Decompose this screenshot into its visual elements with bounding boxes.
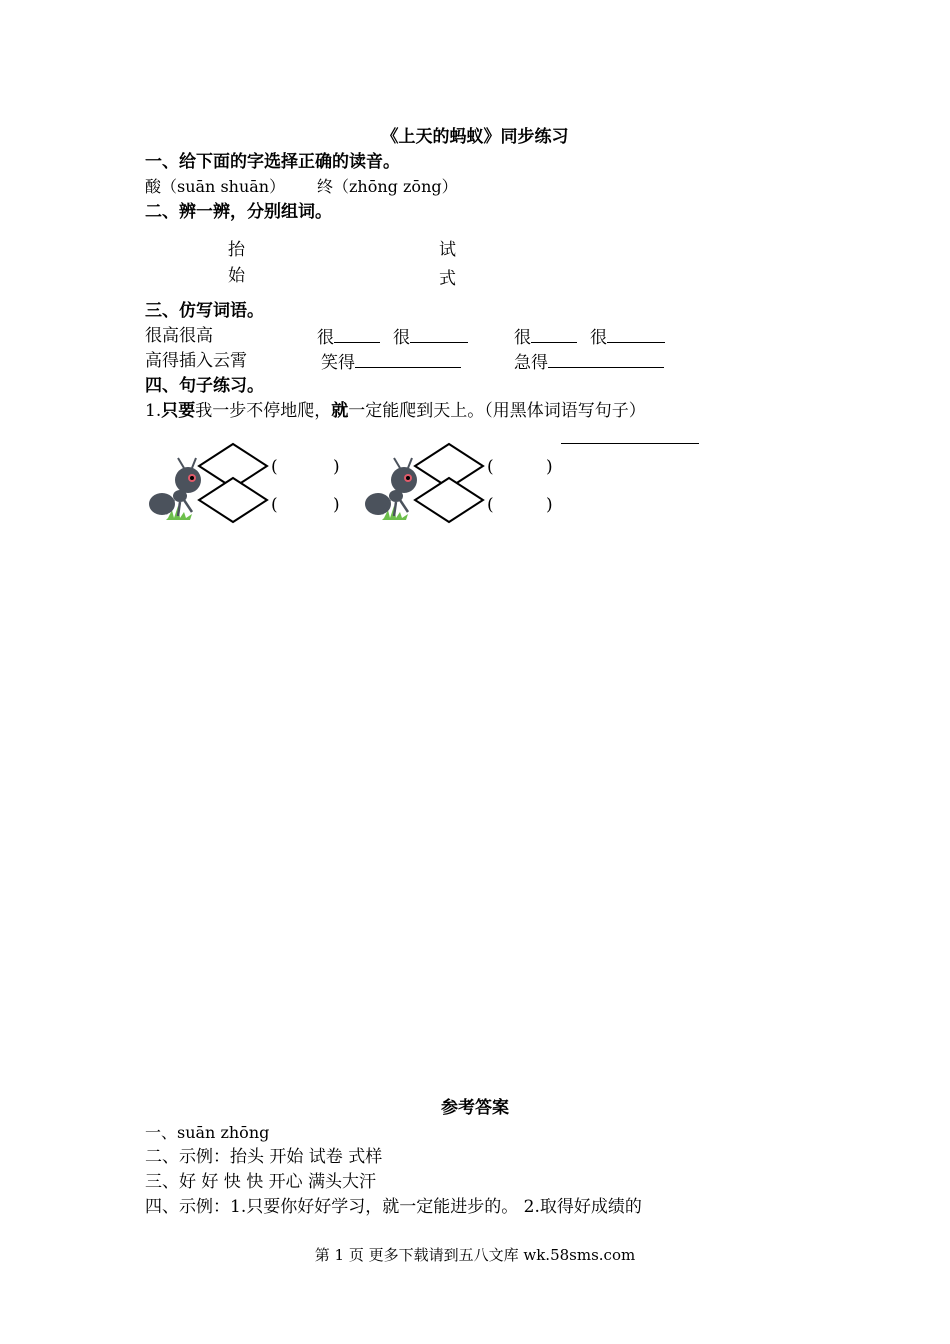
q3-row2-blank-b — [514, 350, 664, 374]
answer-3: 三、好 好 快 快 开心 满头大汗 — [145, 1172, 377, 1192]
q4-bold-zhiyao: 只要 — [161, 401, 196, 421]
page-footer: 第 1 页 更多下载请到五八文库 wk.58sms.com — [314, 1246, 636, 1264]
q3-hen-label: 很 — [393, 328, 410, 348]
q2-char-shi-begin: 始 — [228, 266, 245, 286]
paren-open: ( — [487, 495, 494, 515]
q1-item-suan: 酸（suān shuān） — [145, 177, 286, 196]
worksheet-title: 《上天的蚂蚁》同步练习 — [381, 127, 569, 147]
answers-title: 参考答案 — [441, 1098, 509, 1118]
q3-row1-blank-c — [514, 325, 577, 349]
q3-heading: 三、仿写词语。 — [145, 301, 264, 321]
q3-row1-blank-d — [590, 325, 665, 349]
q2-heading: 二、辨一辨，分别组词。 — [145, 202, 332, 222]
q3-jide-label: 急得 — [514, 353, 548, 373]
answer-blank[interactable] — [531, 325, 577, 343]
q4-sentence — [145, 400, 646, 422]
q3-row2-blank-a — [321, 350, 461, 374]
q2-char-shi-style: 式 — [439, 269, 456, 289]
paren-open: ( — [271, 495, 278, 515]
q3-row1-blank-a — [317, 325, 380, 349]
paren-close: ) — [333, 457, 340, 477]
ant-diamond-group — [364, 440, 564, 526]
answer-blank[interactable] — [355, 350, 461, 368]
q3-hen-label: 很 — [317, 328, 334, 348]
q4-heading: 四、句子练习。 — [145, 376, 264, 396]
q4-sentence-mid: 我一步不停地爬， — [195, 401, 332, 421]
q4-sentence-end: 一定能爬到天上。（用黑体词语写句子） — [348, 401, 646, 421]
paren-close: ) — [333, 495, 340, 515]
q4-bold-jiu: 就 — [331, 401, 349, 421]
q4-sentence-number: 1. — [145, 401, 162, 421]
ant-icon — [364, 440, 564, 526]
q2-char-shi-test: 试 — [439, 240, 456, 260]
q3-example-1: 很高很高 — [145, 326, 213, 346]
ant-diamond-group — [148, 440, 348, 526]
q3-xiaode-label: 笑得 — [321, 353, 355, 373]
paren-close: ) — [546, 457, 553, 477]
q2-char-tai: 抬 — [228, 240, 245, 260]
q4-answer-line[interactable] — [561, 443, 699, 444]
answer-blank[interactable] — [410, 325, 468, 343]
paren-open: ( — [271, 457, 278, 477]
answer-blank[interactable] — [607, 325, 665, 343]
q3-hen-label: 很 — [514, 328, 531, 348]
answer-1: 一、suān zhōng — [145, 1123, 270, 1142]
ant-icon — [148, 440, 348, 526]
paren-close: ) — [546, 495, 553, 515]
q3-example-2: 高得插入云霄 — [145, 351, 247, 371]
q3-hen-label: 很 — [590, 328, 607, 348]
paren-open: ( — [487, 457, 494, 477]
q1-heading: 一、给下面的字选择正确的读音。 — [145, 152, 400, 172]
answer-2: 二、示例：抬头 开始 试卷 式样 — [145, 1147, 383, 1167]
answer-blank[interactable] — [334, 325, 380, 343]
q1-item-zhong: 终（zhōng zōng） — [317, 177, 458, 196]
q3-row1-blank-b — [393, 325, 468, 349]
answer-4: 四、示例：1.只要你好好学习，就一定能进步的。 2.取得好成绩的 — [145, 1197, 642, 1217]
answer-blank[interactable] — [548, 350, 664, 368]
